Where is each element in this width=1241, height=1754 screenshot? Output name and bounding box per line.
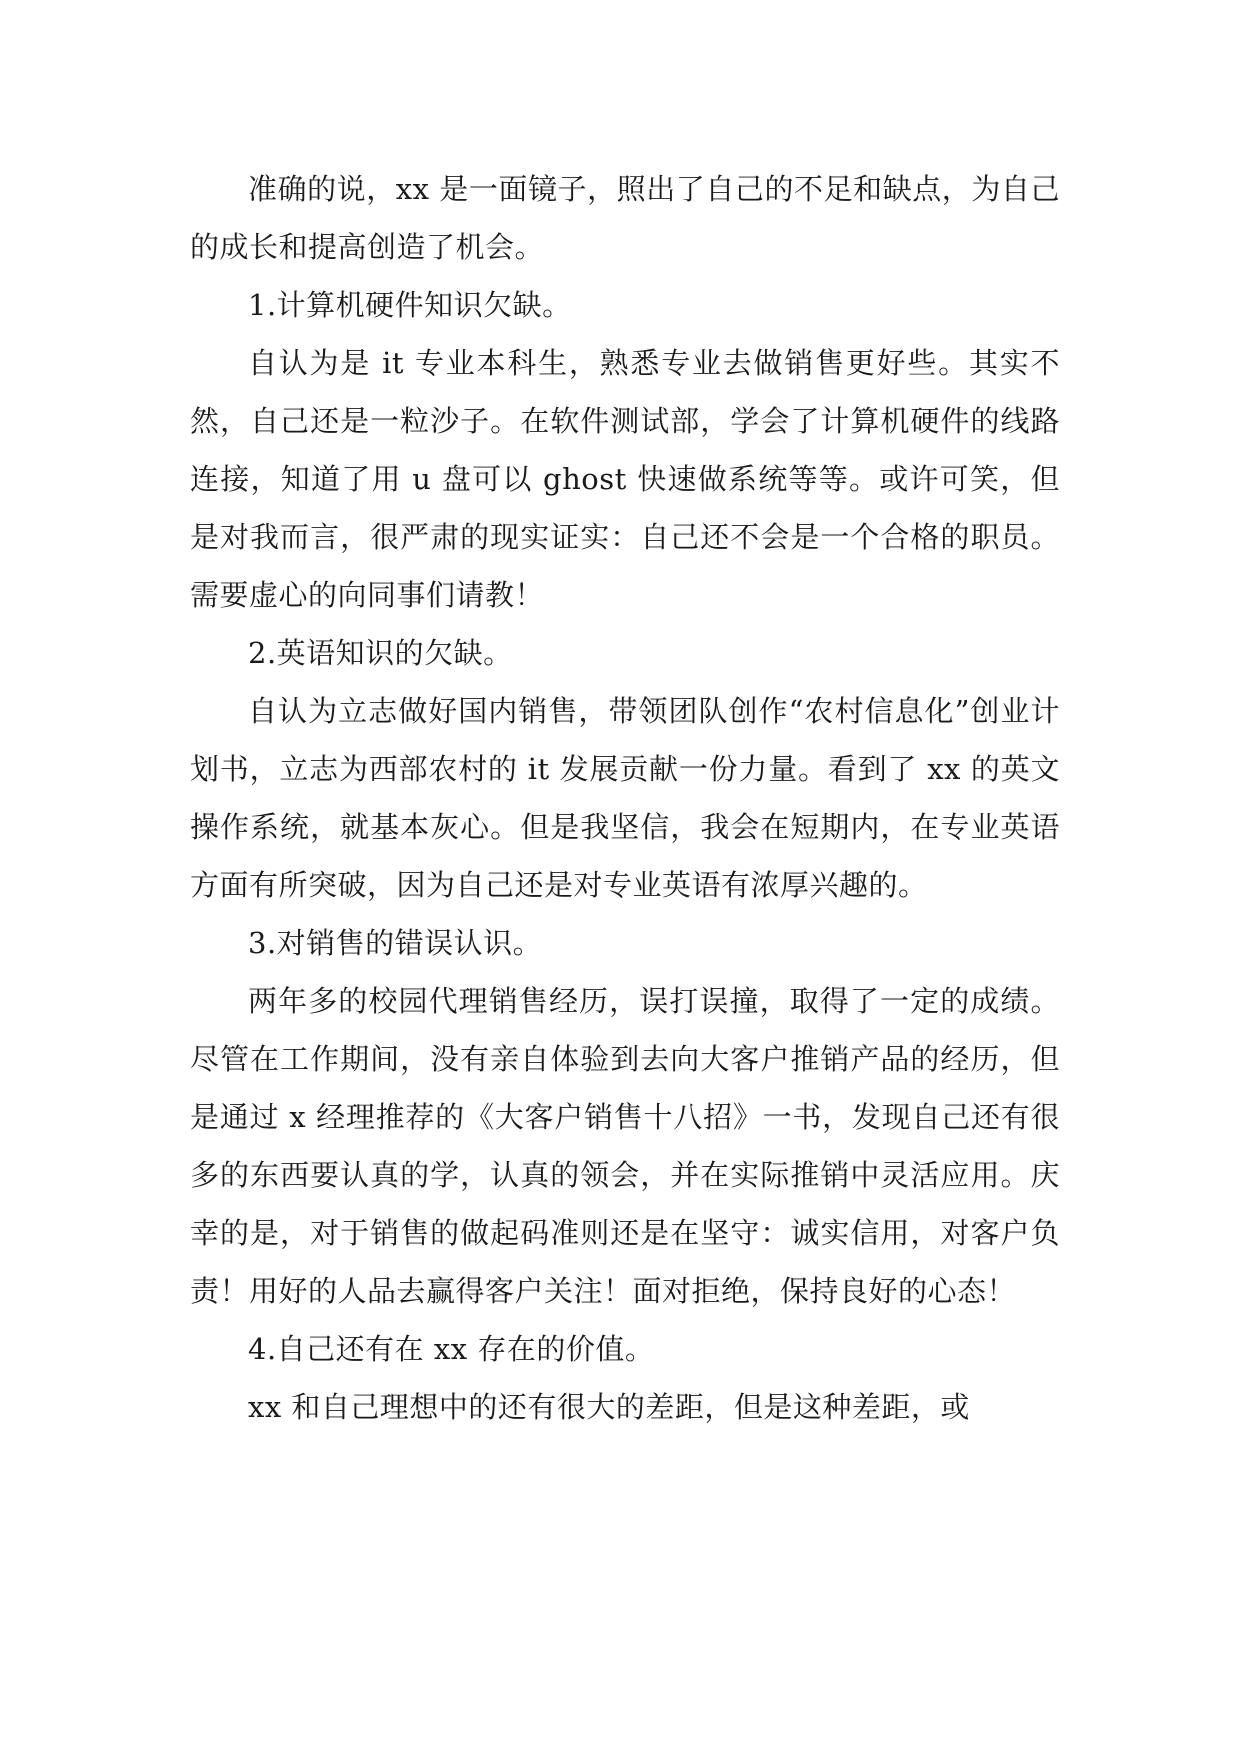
paragraph-hardware-knowledge: 自认为是 it 专业本科生，熟悉专业去做销售更好些。其实不然，自己还是一粒沙子。在软件测试部，学会了计算机硬件的线路连接，知道了用 u 盘可以 ghost 快速做系统等等。或许可笑，但是对我而言，很严肃的现实证实：自己还不会是一个合格的职员。需要虚心的向同事们请教！ [190,346,1060,612]
document-body [190,160,1060,1436]
heading-english-knowledge: 2.英语知识的欠缺。 [248,636,513,670]
paragraph-sales-misunderstanding: 两年多的校园代理销售经历，误打误撞，取得了一定的成绩。尽管在工作期间，没有亲自体验到去向大客户推销产品的经历，但是通过 x 经理推荐的《大客户销售十八招》一书，发现自己还有很多的东西要认真的学，认真的领会，并在实际推销中灵活应用。庆幸的是，对于销售的做起码准则还是在坚守：诚实信用，对客户负责！用好的人品去赢得客户关注！面对拒绝，保持良好的心态！ [190,984,1060,1308]
heading-hardware-knowledge: 1.计算机硬件知识欠缺。 [248,288,572,322]
paragraph-intro: 准确的说，xx 是一面镜子，照出了自己的不足和缺点，为自己的成长和提高创造了机会。 [190,172,1060,264]
heading-sales-misunderstanding: 3.对销售的错误认识。 [248,926,543,960]
paragraph-own-value: xx 和自己理想中的还有很大的差距，但是这种差距，或 [248,1390,970,1424]
paragraph-english-knowledge: 自认为立志做好国内销售，带领团队创作“农村信息化”创业计划书，立志为西部农村的 it 发展贡献一份力量。看到了 xx 的英文操作系统，就基本灰心。但是我坚信，我会在短期内，在专业英语方面有所突破，因为自己还是对专业英语有浓厚兴趣的。 [190,694,1060,902]
heading-own-value: 4.自己还有在 xx 存在的价值。 [248,1332,655,1366]
